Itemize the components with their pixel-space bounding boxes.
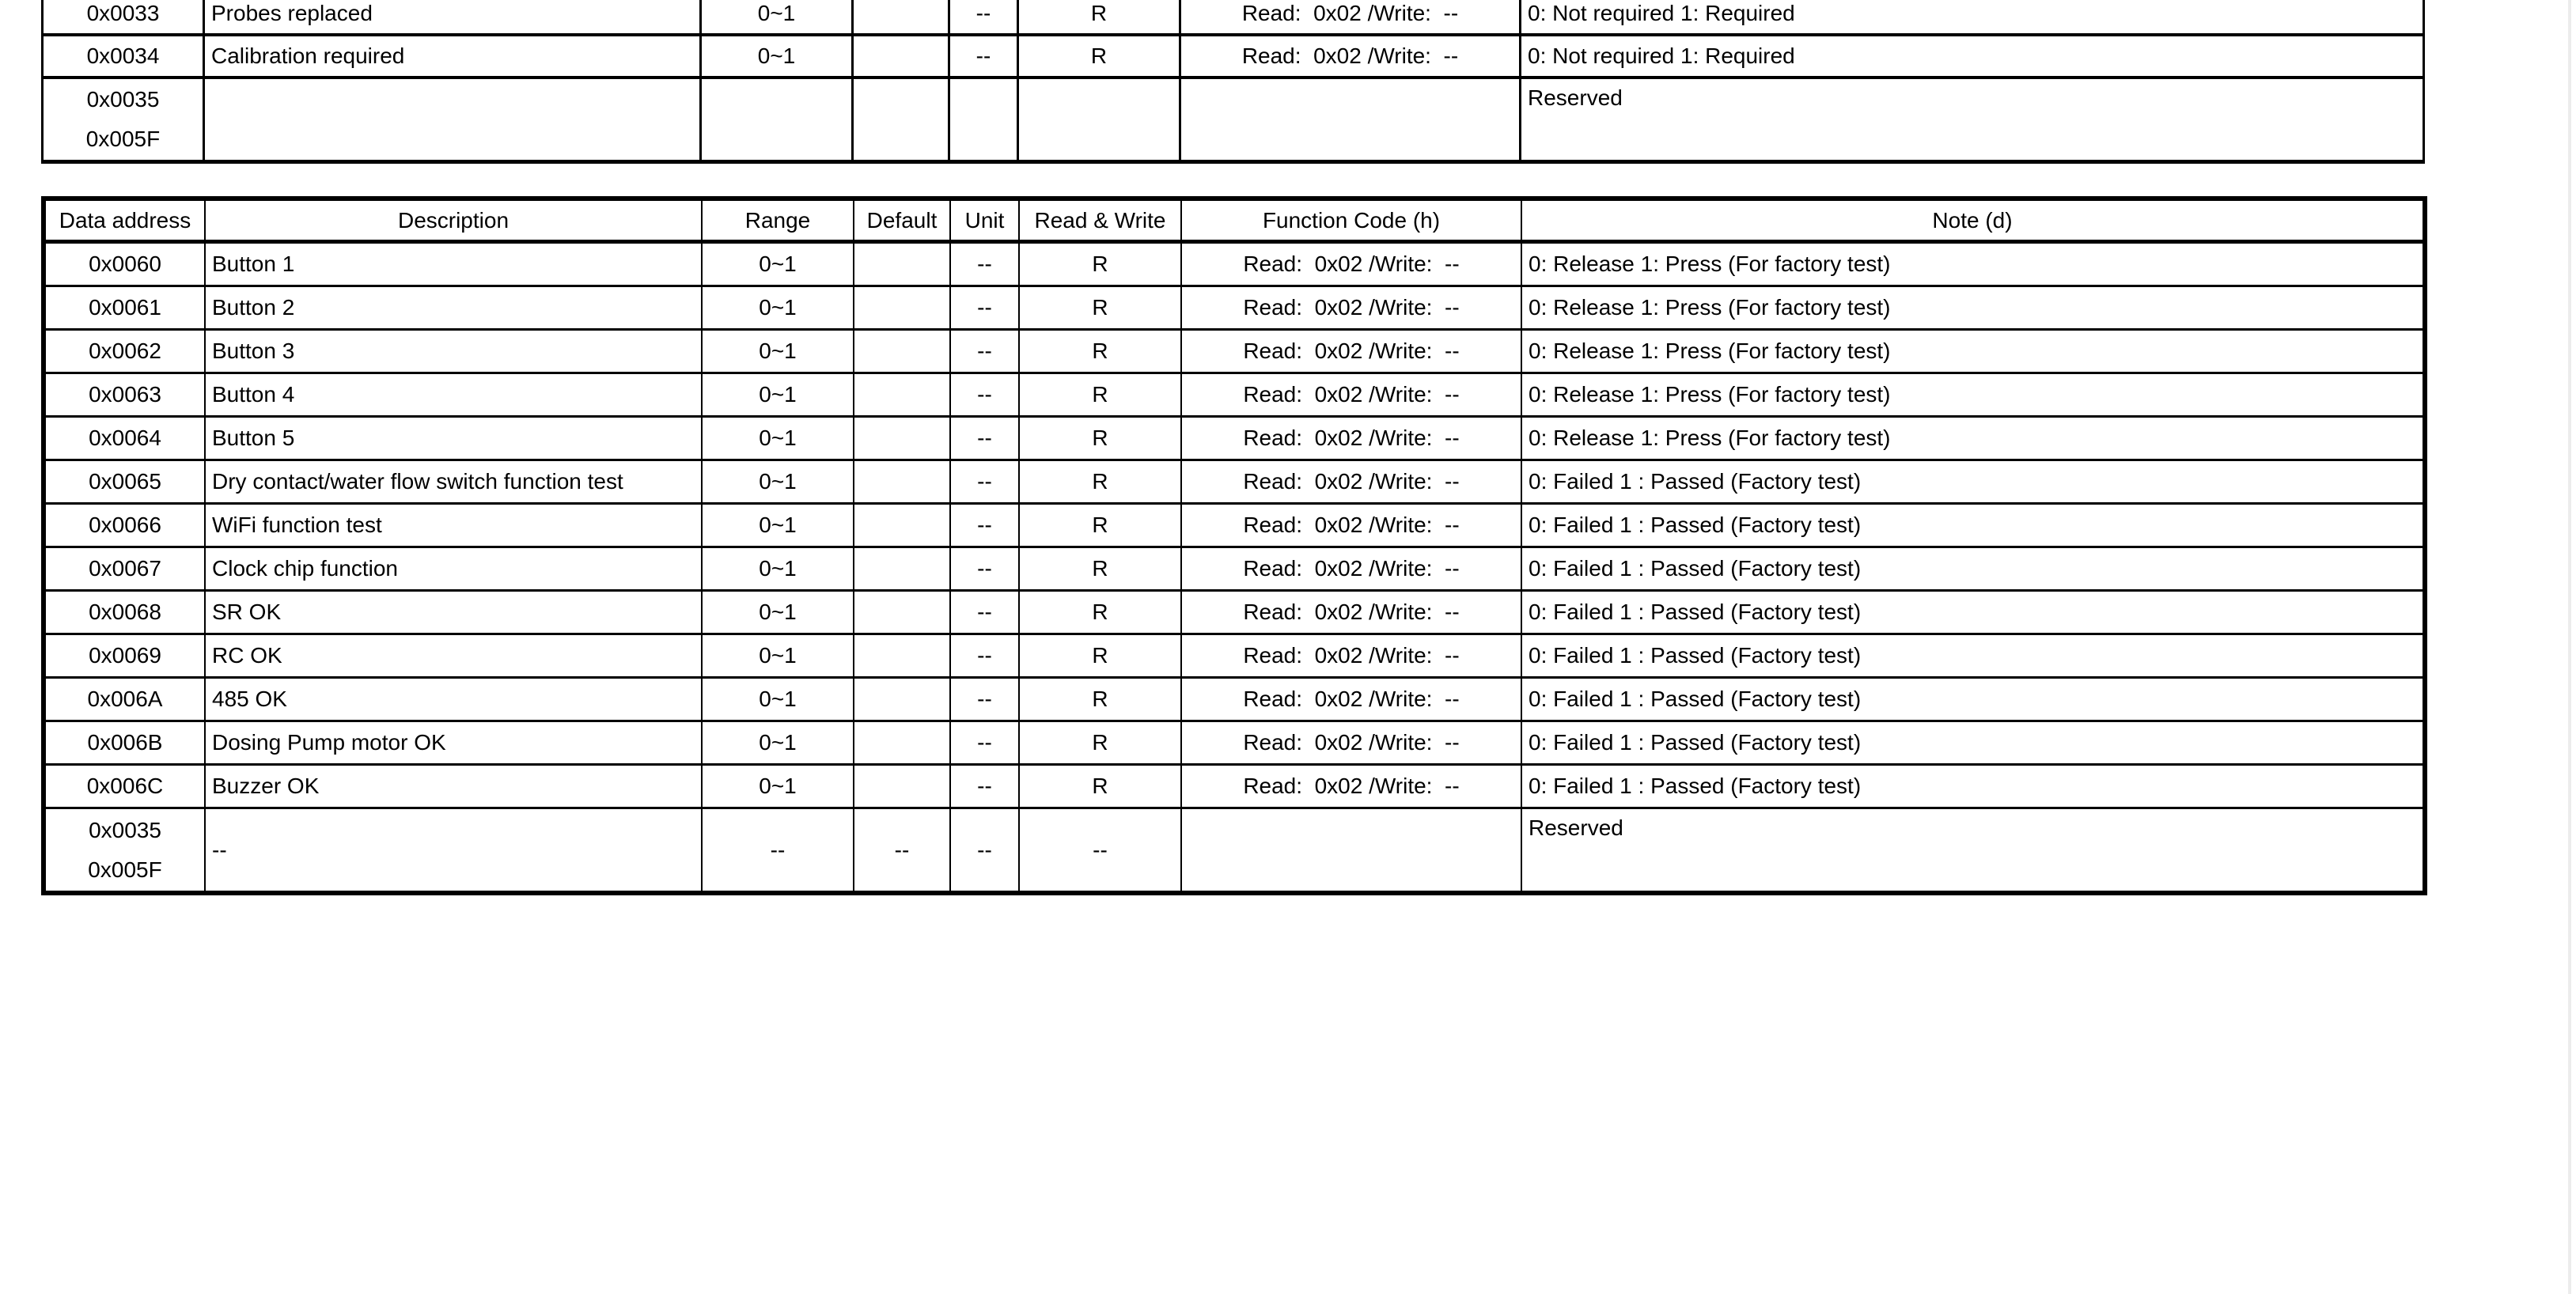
cell-read-write: R (1019, 286, 1181, 330)
cell-function-code: Read: 0x02 /Write: -- (1181, 330, 1521, 373)
register-row (44, 460, 2425, 504)
cell-description: Probes replaced (204, 0, 701, 35)
cell-read-write: R (1019, 330, 1181, 373)
cell-read-write: R (1019, 504, 1181, 547)
cell-note: Reserved (1521, 808, 2425, 894)
cell-function-code: Read: 0x02 /Write: -- (1181, 242, 1521, 286)
cell-function-code: Read: 0x02 /Write: -- (1181, 634, 1521, 678)
cell-unit: -- (950, 765, 1019, 808)
register-row (43, 0, 2424, 35)
column-header-address: Data address (44, 199, 205, 242)
cell-address: 0x0062 (44, 330, 205, 373)
cell-address: 0x006B (44, 721, 205, 765)
cell-note: 0: Failed 1 : Passed (Factory test) (1521, 591, 2425, 634)
cell-default (854, 721, 950, 765)
cell-range: 0~1 (702, 765, 854, 808)
cell-default (854, 373, 950, 417)
reserved-row (43, 78, 2424, 162)
cell-function-code: Read: 0x02 /Write: -- (1181, 765, 1521, 808)
cell-note: 0: Release 1: Press (For factory test) (1521, 417, 2425, 460)
cell-read-write: R (1019, 417, 1181, 460)
register-row (43, 35, 2424, 78)
cell-range: 0~1 (702, 721, 854, 765)
cell-function-code: Read: 0x02 /Write: -- (1180, 35, 1521, 78)
cell-range (701, 78, 853, 162)
column-header-unit: Unit (950, 199, 1019, 242)
cell-description: Button 3 (205, 330, 702, 373)
cell-note: 0: Failed 1 : Passed (Factory test) (1521, 634, 2425, 678)
cell-unit: -- (949, 35, 1018, 78)
register-row (44, 330, 2425, 373)
cell-read-write: R (1018, 0, 1180, 35)
cell-read-write: R (1019, 765, 1181, 808)
address-line: 0x005F (88, 857, 162, 882)
cell-read-write: R (1019, 678, 1181, 721)
cell-range: 0~1 (702, 547, 854, 591)
cell-function-code: Read: 0x02 /Write: -- (1181, 417, 1521, 460)
cell-default (854, 330, 950, 373)
cell-note: 0: Failed 1 : Passed (Factory test) (1521, 460, 2425, 504)
cell-address: 0x0068 (44, 591, 205, 634)
cell-description: Buzzer OK (205, 765, 702, 808)
register-row (44, 721, 2425, 765)
cell-unit: -- (950, 678, 1019, 721)
cell-description: Button 5 (205, 417, 702, 460)
cell-unit (949, 78, 1018, 162)
column-header-range: Range (702, 199, 854, 242)
cell-note: 0: Release 1: Press (For factory test) (1521, 286, 2425, 330)
cell-read-write: R (1019, 634, 1181, 678)
cell-description: Dry contact/water flow switch function test (205, 460, 702, 504)
cell-unit: -- (950, 591, 1019, 634)
cell-function-code (1180, 78, 1521, 162)
cell-description: Button 1 (205, 242, 702, 286)
cell-function-code: Read: 0x02 /Write: -- (1181, 460, 1521, 504)
register-table-upper (41, 0, 2425, 164)
cell-unit: -- (950, 242, 1019, 286)
cell-note: Reserved (1521, 78, 2424, 162)
cell-note: 0: Failed 1 : Passed (Factory test) (1521, 547, 2425, 591)
cell-function-code: Read: 0x02 /Write: -- (1181, 373, 1521, 417)
cell-description: WiFi function test (205, 504, 702, 547)
cell-description: Button 4 (205, 373, 702, 417)
cell-range: 0~1 (702, 504, 854, 547)
cell-description: Button 2 (205, 286, 702, 330)
cell-function-code: Read: 0x02 /Write: -- (1181, 591, 1521, 634)
cell-description: 485 OK (205, 678, 702, 721)
cell-read-write: R (1019, 721, 1181, 765)
cell-range: 0~1 (702, 286, 854, 330)
cell-description: Clock chip function (205, 547, 702, 591)
address-line: 0x0035 (89, 817, 161, 842)
cell-note: 0: Failed 1 : Passed (Factory test) (1521, 721, 2425, 765)
register-row (44, 765, 2425, 808)
cell-range: 0~1 (702, 330, 854, 373)
cell-read-write: R (1019, 591, 1181, 634)
cell-address: 0x0061 (44, 286, 205, 330)
cell-address: 0x0067 (44, 547, 205, 591)
cell-note: 0: Failed 1 : Passed (Factory test) (1521, 504, 2425, 547)
cell-note: 0: Release 1: Press (For factory test) (1521, 330, 2425, 373)
cell-function-code: Read: 0x02 /Write: -- (1181, 678, 1521, 721)
cell-function-code (1181, 808, 1521, 894)
cell-range: 0~1 (702, 591, 854, 634)
column-header-note: Note (d) (1521, 199, 2425, 242)
cell-unit: -- (950, 417, 1019, 460)
register-table-lower (41, 196, 2427, 895)
cell-note: 0: Failed 1 : Passed (Factory test) (1521, 765, 2425, 808)
cell-read-write: R (1019, 373, 1181, 417)
register-row (44, 417, 2425, 460)
cell-address: 0x0066 (44, 504, 205, 547)
cell-address: 0x0033 (43, 0, 204, 35)
cell-range: 0~1 (701, 0, 853, 35)
cell-default (854, 591, 950, 634)
cell-unit: -- (950, 547, 1019, 591)
reserved-row (44, 808, 2425, 894)
cell-note: 0: Not required 1: Required (1521, 0, 2424, 35)
cell-note: 0: Release 1: Press (For factory test) (1521, 242, 2425, 286)
cell-default (853, 0, 949, 35)
cell-range: 0~1 (702, 373, 854, 417)
cell-default (854, 765, 950, 808)
cell-read-write: R (1019, 547, 1181, 591)
cell-function-code: Read: 0x02 /Write: -- (1181, 547, 1521, 591)
cell-default (853, 35, 949, 78)
register-row (44, 373, 2425, 417)
column-header-default: Default (854, 199, 950, 242)
register-row (44, 634, 2425, 678)
column-header-description: Description (205, 199, 702, 242)
cell-address: 0x0063 (44, 373, 205, 417)
register-row (44, 286, 2425, 330)
cell-address: 0x006A (44, 678, 205, 721)
cell-read-write (1018, 78, 1180, 162)
cell-unit: -- (950, 460, 1019, 504)
cell-default (854, 417, 950, 460)
cell-address (43, 78, 204, 162)
cell-description: RC OK (205, 634, 702, 678)
cell-range: -- (702, 808, 854, 894)
cell-description: SR OK (205, 591, 702, 634)
cell-range: 0~1 (702, 417, 854, 460)
address-line: 0x0035 (86, 87, 160, 112)
cell-function-code: Read: 0x02 /Write: -- (1181, 286, 1521, 330)
register-row (44, 242, 2425, 286)
cell-read-write: -- (1019, 808, 1181, 894)
table-header-row (44, 199, 2425, 242)
cell-read-write: R (1018, 35, 1180, 78)
cell-read-write: R (1019, 460, 1181, 504)
cell-description (204, 78, 701, 162)
cell-default (854, 242, 950, 286)
cell-note: 0: Failed 1 : Passed (Factory test) (1521, 678, 2425, 721)
register-row (44, 678, 2425, 721)
cell-range: 0~1 (702, 678, 854, 721)
cell-function-code: Read: 0x02 /Write: -- (1180, 0, 1521, 35)
cell-note: 0: Not required 1: Required (1521, 35, 2424, 78)
cell-unit: -- (950, 504, 1019, 547)
cell-unit: -- (950, 721, 1019, 765)
cell-address: 0x0064 (44, 417, 205, 460)
cell-default (854, 286, 950, 330)
cell-default (854, 460, 950, 504)
cell-address: 0x0069 (44, 634, 205, 678)
cell-range: 0~1 (701, 35, 853, 78)
register-row (44, 504, 2425, 547)
cell-default (854, 678, 950, 721)
cell-default (853, 78, 949, 162)
page-edge-line (2568, 0, 2571, 1294)
cell-range: 0~1 (702, 460, 854, 504)
cell-default: -- (854, 808, 950, 894)
column-header-function-code: Function Code (h) (1181, 199, 1521, 242)
cell-unit: -- (950, 330, 1019, 373)
cell-function-code: Read: 0x02 /Write: -- (1181, 721, 1521, 765)
cell-range: 0~1 (702, 242, 854, 286)
cell-default (854, 547, 950, 591)
register-row (44, 547, 2425, 591)
cell-unit: -- (950, 808, 1019, 894)
cell-unit: -- (950, 286, 1019, 330)
cell-address: 0x0060 (44, 242, 205, 286)
cell-default (854, 634, 950, 678)
address-line: 0x005F (85, 127, 161, 151)
cell-address: 0x006C (44, 765, 205, 808)
cell-read-write: R (1019, 242, 1181, 286)
register-row (44, 591, 2425, 634)
cell-description: Calibration required (204, 35, 701, 78)
cell-unit: -- (950, 634, 1019, 678)
cell-unit: -- (949, 0, 1018, 35)
cell-address: 0x0065 (44, 460, 205, 504)
cell-range: 0~1 (702, 634, 854, 678)
column-header-read-write: Read & Write (1019, 199, 1181, 242)
cell-description: Dosing Pump motor OK (205, 721, 702, 765)
cell-address: 0x0034 (43, 35, 204, 78)
cell-function-code: Read: 0x02 /Write: -- (1181, 504, 1521, 547)
cell-description: -- (205, 808, 702, 894)
cell-default (854, 504, 950, 547)
cell-note: 0: Release 1: Press (For factory test) (1521, 373, 2425, 417)
cell-address (44, 808, 205, 894)
cell-unit: -- (950, 373, 1019, 417)
